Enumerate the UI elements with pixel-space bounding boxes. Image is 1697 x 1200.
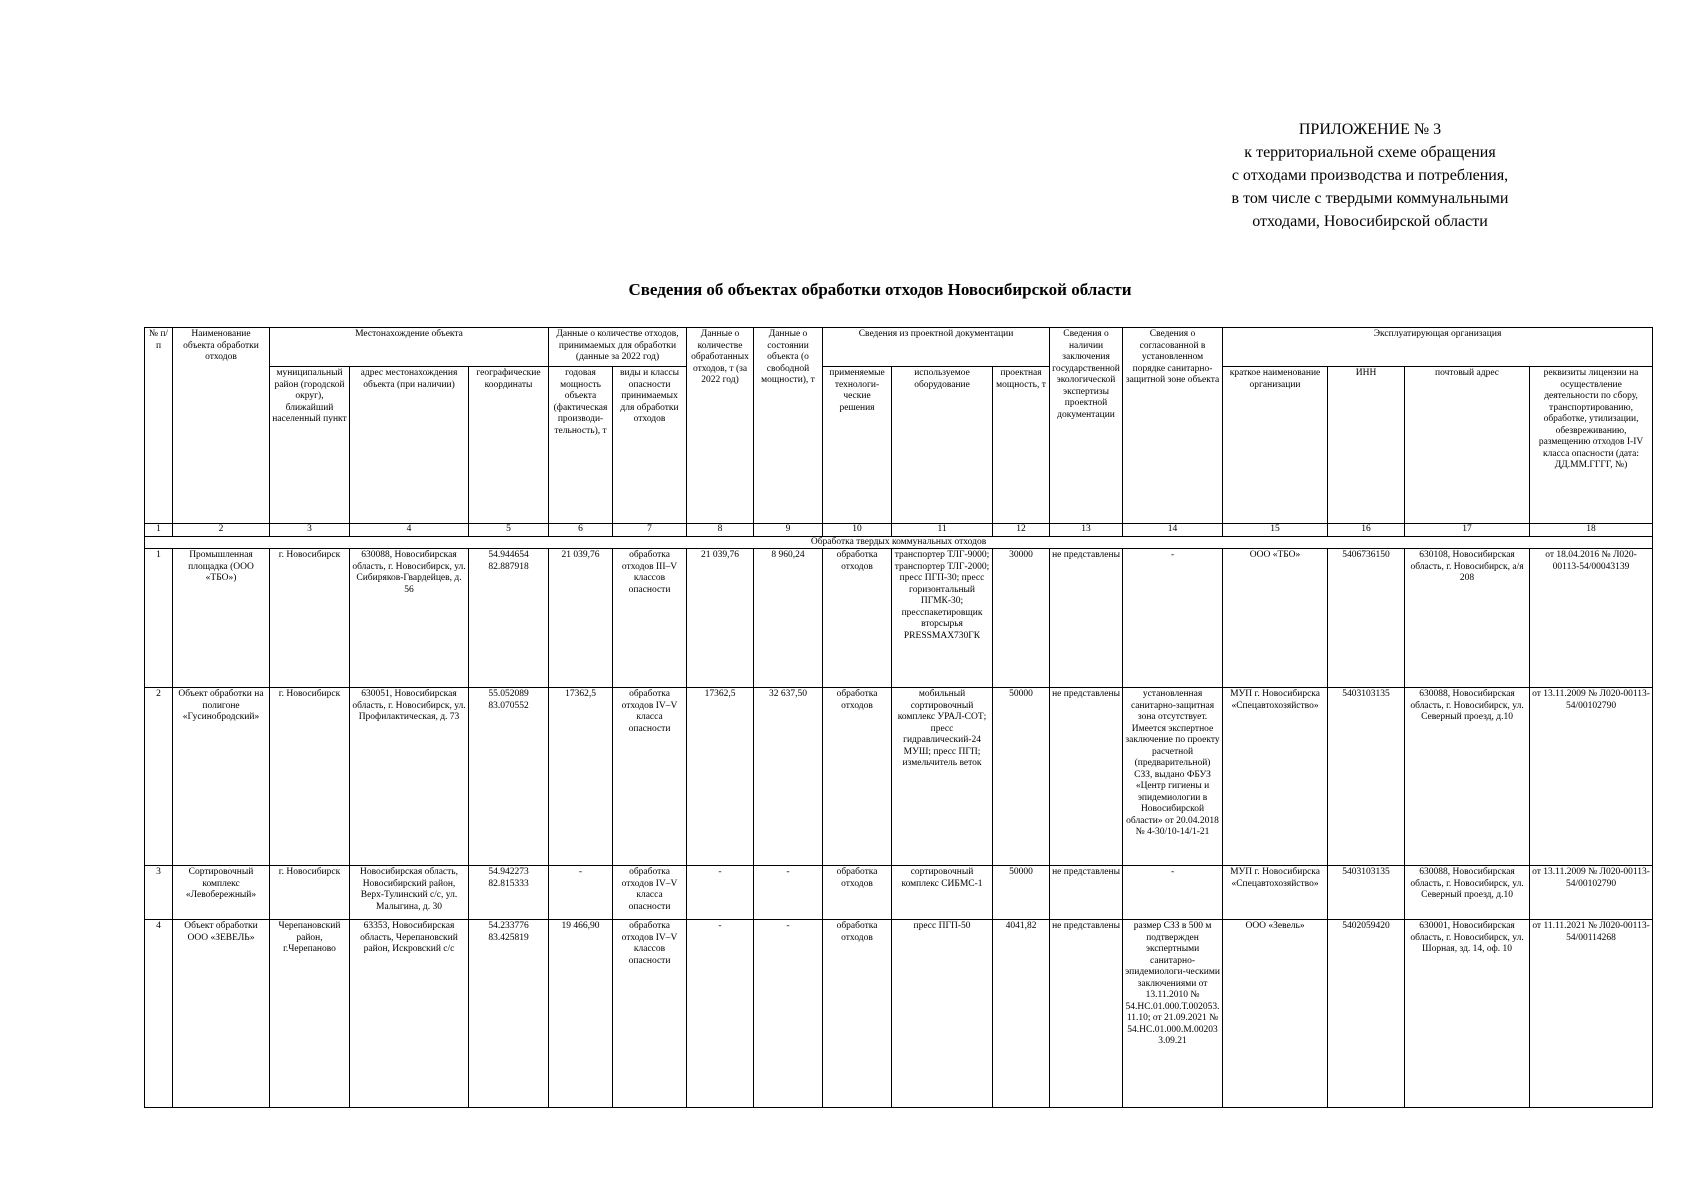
column-number: 7 [613,524,687,537]
header-cell: реквизиты лицензии на осуществление деятельности по сбору, транспортированию, обработке, утилизации, обезвреживанию, размещению отходов I-IV класса опасности (дата: ДД.ММ.ГГГГ, №) [1530,367,1653,524]
cell-name: Промышленная площадка (ООО «ТБО») [173,549,270,688]
cell-equipment: транспортер ТЛГ-9000; транспортер ТЛГ-2000; пресс ПГП-30; пресс горизонтальный ПГМК-30; пресспакетировщик вторсырья PRESSMAX730ГК [892,549,993,688]
cell-design: 30000 [993,549,1050,688]
cell-tech: обработка отходов [823,920,892,1108]
cell-processed: - [687,866,754,920]
cell-annual: 17362,5 [549,688,613,866]
cell-municipality: Черепановский район, г.Черепаново [270,920,350,1108]
cell-free: - [754,920,823,1108]
column-number: 1 [145,524,173,537]
cell-tech: обработка отходов [823,688,892,866]
appendix-line: к территориальной схеме обращения [1244,144,1496,161]
header-cell: годовая мощность объекта (фактическая производи-тельность), т [549,367,613,524]
cell-num: 3 [145,866,173,920]
cell-equipment: пресс ПГП-50 [892,920,993,1108]
cell-address: 63353, Новосибирская область, Черепановский район, Искровский с/с [350,920,469,1108]
cell-szz: размер СЗЗ в 500 м подтвержден экспертными санитарно-эпидемиологи-ческими заключениями от 13.11.2010 № 54.НС.01.000.Т.002053.11.10; от 21.09.2021 № 54.НС.01.000.М.002033.09.21 [1123,920,1223,1108]
header-cell: № п/п [145,328,173,524]
cell-free: - [754,866,823,920]
column-number: 6 [549,524,613,537]
table-row [145,920,1653,1108]
column-number: 16 [1328,524,1405,537]
cell-num: 1 [145,549,173,688]
header-cell: Сведения о наличии заключения государственной экологической экспертизы проектной документации [1050,328,1123,524]
header-cell: Местонахождение объекта [270,328,549,367]
cell-design: 50000 [993,688,1050,866]
cell-inn: 5403103135 [1328,688,1405,866]
header-cell: краткое наименование организации [1223,367,1328,524]
header-cell: проектная мощность, т [993,367,1050,524]
appendix-line: ПРИЛОЖЕНИЕ № 3 [1298,121,1442,138]
header-cell: муниципальный район (городской округ), ближайший населенный пункт [270,367,350,524]
section-row [145,536,1653,549]
cell-license: от 11.11.2021 № Л020-00113-54/00114268 [1530,920,1653,1108]
cell-municipality: г. Новосибирск [270,688,350,866]
cell-inn: 5402059420 [1328,920,1405,1108]
cell-num: 2 [145,688,173,866]
cell-org: МУП г. Новосибирска «Спецавтохозяйство» [1223,688,1328,866]
cell-szz: - [1123,549,1223,688]
header-cell: географические координаты [469,367,549,524]
cell-address: 630088, Новосибирская область, г. Новосибирск, ул. Сибиряков-Гвардейцев, д. 56 [350,549,469,688]
header-cell: Эксплуатирующая организация [1223,328,1653,367]
column-number: 8 [687,524,754,537]
table-row [145,866,1653,920]
cell-name: Сортировочный комплекс «Левобережный» [173,866,270,920]
header-cell: Данные о количестве отходов, принимаемых для обработки (данные за 2022 год) [549,328,687,367]
appendix-line: в том числе с твердыми коммунальными [1231,190,1509,207]
cell-waste: обработка отходов IV–V классов опасности [613,920,687,1108]
cell-equipment: сортировочный комплекс СИБМС-1 [892,866,993,920]
cell-waste: обработка отходов III–V классов опасности [613,549,687,688]
cell-postal: 630088, Новосибирская область, г. Новосибирск, ул. Северный проезд, д.10 [1405,688,1530,866]
header-cell: адрес местонахождения объекта (при наличии) [350,367,469,524]
cell-name: Объект обработки ООО «ЗЕВЕЛЬ» [173,920,270,1108]
header-cell: Сведения из проектной документации [823,328,1050,367]
column-number: 5 [469,524,549,537]
header-cell: ИНН [1328,367,1405,524]
column-number: 17 [1405,524,1530,537]
cell-waste: обработка отходов IV–V класса опасности [613,866,687,920]
cell-address: Новосибирская область, Новосибирский район, Верх-Тулинский с/с, ул. Малыгина, д. 30 [350,866,469,920]
appendix-line: отходами, Новосибирской области [1252,213,1488,230]
cell-processed: 21 039,76 [687,549,754,688]
cell-municipality: г. Новосибирск [270,866,350,920]
column-number: 15 [1223,524,1328,537]
cell-address: 630051, Новосибирская область, г. Новосибирск, ул. Профилактическая, д. 73 [350,688,469,866]
cell-expertise: не представлены [1050,688,1123,866]
document-title: Сведения об объектах обработки отходов Новосибирской области [628,280,1132,299]
column-number-row [145,524,1653,537]
cell-szz: - [1123,866,1223,920]
section-title: Обработка твердых коммунальных отходов [145,536,1653,549]
cell-num: 4 [145,920,173,1108]
cell-inn: 5403103135 [1328,866,1405,920]
cell-tech: обработка отходов [823,549,892,688]
column-number: 3 [270,524,350,537]
facilities-table [144,327,1653,1108]
cell-expertise: не представлены [1050,549,1123,688]
cell-expertise: не представлены [1050,866,1123,920]
cell-license: от 13.11.2009 № Л020-00113-54/00102790 [1530,866,1653,920]
header-cell: виды и классы опасности принимаемых для обработки отходов [613,367,687,524]
header-cell: используемое оборудование [892,367,993,524]
cell-coords: 54.942273 82.815333 [469,866,549,920]
cell-postal: 630108, Новосибирская область, г. Новосибирск, а/я 208 [1405,549,1530,688]
cell-design: 4041,82 [993,920,1050,1108]
cell-design: 50000 [993,866,1050,920]
header-cell: Сведения о согласованной в установленном порядке санитарно-защитной зоне объекта [1123,328,1223,524]
cell-szz: установленная санитарно-защитная зона отсутствует. Имеется экспертное заключение по проекту расчетной (предварительной) СЗЗ, выдано ФБУЗ «Центр гигиены и эпидемиологии в Новосибирской области» от 20.04.2018 № 4-30/10-14/1-21 [1123,688,1223,866]
header-cell: Наименование объекта обработки отходов [173,328,270,524]
column-number: 13 [1050,524,1123,537]
cell-inn: 5406736150 [1328,549,1405,688]
cell-expertise: не представлены [1050,920,1123,1108]
column-number: 12 [993,524,1050,537]
cell-annual: 19 466,90 [549,920,613,1108]
cell-coords: 55.052089 83.070552 [469,688,549,866]
column-number: 11 [892,524,993,537]
cell-org: ООО «ТБО» [1223,549,1328,688]
cell-processed: - [687,920,754,1108]
cell-name: Объект обработки на полигоне «Гусинобродский» [173,688,270,866]
table-row [145,549,1653,688]
header-cell: применяемые технологи-ческие решения [823,367,892,524]
cell-processed: 17362,5 [687,688,754,866]
cell-license: от 13.11.2009 № Л020-00113-54/00102790 [1530,688,1653,866]
column-number: 18 [1530,524,1653,537]
cell-coords: 54.944654 82.887918 [469,549,549,688]
appendix-heading [1180,118,1560,233]
cell-annual: - [549,866,613,920]
cell-postal: 630088, Новосибирская область, г. Новосибирск, ул. Северный проезд, д.10 [1405,866,1530,920]
header-cell: Данные о количестве обработанных отходов, т (за 2022 год) [687,328,754,524]
cell-free: 8 960,24 [754,549,823,688]
appendix-line: с отходами производства и потребления, [1231,167,1509,184]
column-number: 4 [350,524,469,537]
cell-postal: 630001, Новосибирская область, г. Новосибирск, ул. Шорная, зд. 14, оф. 10 [1405,920,1530,1108]
cell-coords: 54.233776 83.425819 [469,920,549,1108]
cell-org: ООО «Зевель» [1223,920,1328,1108]
column-number: 14 [1123,524,1223,537]
column-number: 9 [754,524,823,537]
header-row-2 [145,367,1653,524]
cell-waste: обработка отходов IV–V класса опасности [613,688,687,866]
cell-municipality: г. Новосибирск [270,549,350,688]
cell-equipment: мобильный сортировочный комплекс УРАЛ-СОТ; пресс гидравлический-24 МУШ; пресс ПГП; измельчитель веток [892,688,993,866]
column-number: 2 [173,524,270,537]
header-cell: Данные о состоянии объекта (о свободной мощности), т [754,328,823,524]
column-number: 10 [823,524,892,537]
cell-license: от 18.04.2016 № Л020-00113-54/00043139 [1530,549,1653,688]
cell-org: МУП г. Новосибирска «Спецавтохозяйство» [1223,866,1328,920]
header-row-1 [145,328,1653,367]
cell-tech: обработка отходов [823,866,892,920]
header-cell: почтовый адрес [1405,367,1530,524]
table-row [145,688,1653,866]
cell-free: 32 637,50 [754,688,823,866]
cell-annual: 21 039,76 [549,549,613,688]
